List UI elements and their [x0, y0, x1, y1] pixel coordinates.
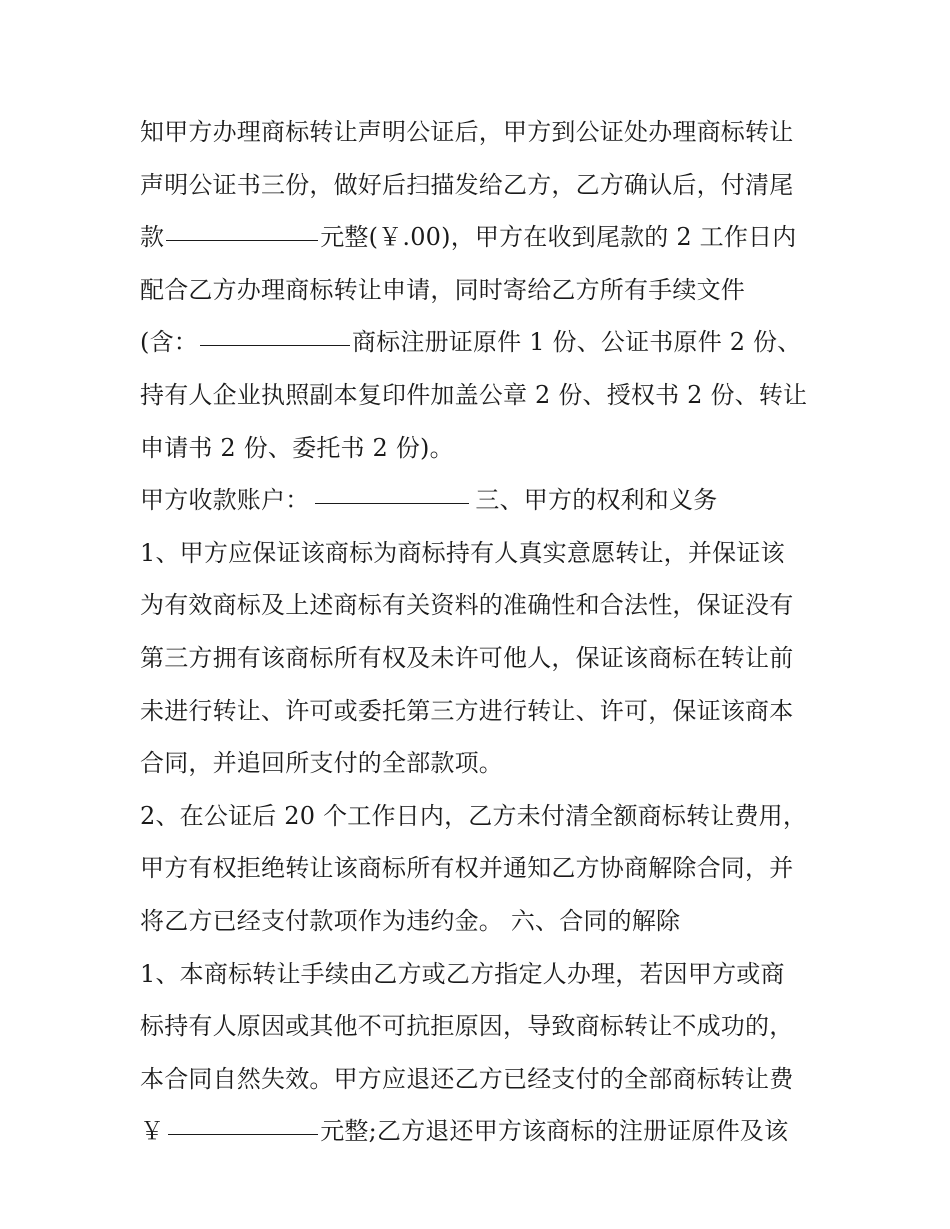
text-line — [140, 842, 840, 895]
line-text: 持有人企业执照副本复印件加盖公章 2 份、授权书 2 份、转让 — [140, 380, 808, 409]
text-line — [140, 106, 840, 159]
line-text: 1、本商标转让手续由乙方或乙方指定人办理，若因甲方或商 — [140, 959, 785, 988]
line-text-before: 甲方收款账户： — [140, 486, 310, 515]
text-line — [140, 1105, 840, 1158]
line-text: 本合同自然失效。甲方应退还乙方已经支付的全部商标转让费 — [140, 1064, 794, 1093]
refund-amount-blank — [168, 1108, 318, 1135]
text-line — [140, 316, 840, 369]
line-text-after: 三、甲方的权利和义务 — [475, 486, 718, 515]
text-line — [140, 474, 840, 527]
line-text: 未进行转让、许可或委托第三方进行转让、许可，保证该商本 — [140, 696, 794, 725]
text-line — [140, 895, 840, 948]
line-text: 将乙方已经支付款项作为违约金。 六、合同的解除 — [140, 906, 681, 935]
text-line — [140, 790, 840, 843]
text-line — [140, 685, 840, 738]
line-text: 申请书 2 份、委托书 2 份)。 — [140, 433, 454, 462]
line-text: 1、甲方应保证该商标为商标持有人真实意愿转让，并保证该 — [140, 538, 785, 567]
text-line — [140, 1000, 840, 1053]
text-line — [140, 211, 840, 264]
text-line — [140, 264, 840, 317]
final-payment-blank — [166, 214, 318, 241]
text-line — [140, 948, 840, 1001]
line-text: 第三方拥有该商标所有权及未许可他人，保证该商标在转让前 — [140, 643, 794, 672]
text-line — [140, 369, 840, 422]
text-line — [140, 422, 840, 475]
line-text: 合同，并追回所支付的全部款项。 — [140, 749, 503, 778]
line-text: 为有效商标及上述商标有关资料的准确性和合法性，保证没有 — [140, 591, 794, 620]
line-text-before: ￥ — [140, 1117, 165, 1146]
line-text: 知甲方办理商标转让声明公证后，甲方到公证处办理商标转让 — [140, 118, 794, 146]
text-line — [140, 1053, 840, 1106]
line-text: 甲方有权拒绝转让该商标所有权并通知乙方协商解除合同，并 — [140, 854, 794, 883]
line-text-before: (含： — [140, 328, 198, 357]
line-text: 标持有人原因或其他不可抗拒原因，导致商标转让不成功的， — [140, 1012, 794, 1041]
text-line — [140, 527, 840, 580]
account-blank — [315, 477, 469, 504]
text-line — [140, 579, 840, 632]
line-text-after: 商标注册证原件 1 份、公证书原件 2 份、 — [351, 328, 802, 357]
document-body — [140, 106, 840, 1158]
text-line — [140, 632, 840, 685]
line-text: 2、在公证后 20 个工作日内，乙方未付清全额商标转让费用， — [140, 801, 808, 830]
text-line — [140, 159, 840, 212]
line-text-before: 款 — [140, 223, 165, 252]
line-text-after: 元整(￥.00)，甲方在收到尾款的 2 工作日内 — [320, 223, 797, 252]
text-line — [140, 737, 840, 790]
line-text: 声明公证书三份，做好后扫描发给乙方，乙方确认后，付清尾 — [140, 170, 794, 199]
line-text: 配合乙方办理商标转让申请，同时寄给乙方所有手续文件 — [140, 275, 745, 304]
line-text-after: 元整;乙方退还甲方该商标的注册证原件及该 — [320, 1117, 789, 1146]
documents-blank — [200, 319, 350, 346]
